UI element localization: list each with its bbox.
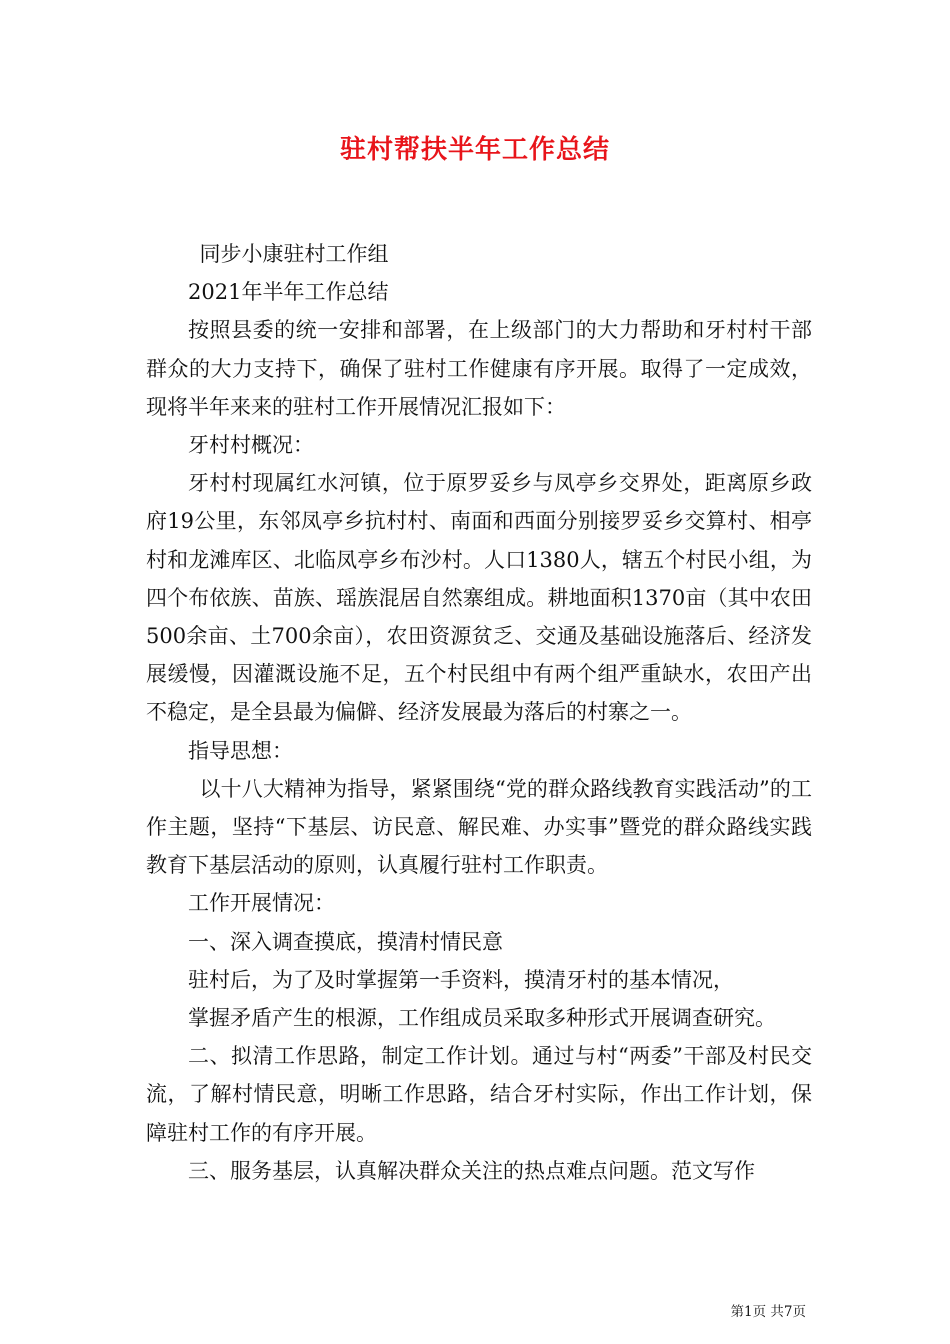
paragraph-section-three: 三、服务基层，认真解决群众关注的热点难点问题。范文写作 bbox=[188, 1158, 755, 1183]
paragraph-village-overview-heading: 牙村村概况： bbox=[188, 433, 314, 458]
paragraph-intro: 按照县委的统一安排和部署，在上级部门的大力帮助和牙村村干部群众的大力支持下，确保了驻村工作健康有序开展。取得了一定成效，现将半年来来的驻村工作开展情况汇报如下： bbox=[146, 318, 812, 419]
document-body bbox=[146, 235, 812, 1190]
paragraph-work-group: 同步小康驻村工作组 bbox=[199, 242, 389, 266]
paragraph-village-overview: 牙村村现属红水河镇，位于原罗妥乡与凤亭乡交界处，距离原乡政府19公里，东邻凤亭乡抗村村、南面和西面分别接罗妥乡交算村、相亭村和龙滩库区、北临凤亭乡布沙村。人口1380人，辖五个村民小组，为四个布依族、苗族、瑶族混居自然寨组成。耕地面积1370亩（其中农田500余亩、土700余亩），农田资源贫乏、交通及基础设施落后、经济发展缓慢，因灌溉设施不足，五个村民组中有两个组严重缺水，农田产出不稳定，是全县最为偏僻、经济发展最为落后的村寨之一。 bbox=[146, 471, 812, 725]
paragraph-section-one-heading: 一、深入调查摸底，摸清村情民意 bbox=[188, 929, 503, 954]
paragraph-guiding-thought: 以十八大精神为指导，紧紧围绕“党的群众路线教育实践活动”的工作主题，坚持“下基层、访民意、解民难、办实事”暨党的群众路线实践教育下基层活动的原则，认真履行驻村工作职责。 bbox=[146, 776, 812, 878]
paragraph-section-one-line-1: 驻村后，为了及时掌握第一手资料，摸清牙村的基本情况， bbox=[188, 967, 734, 992]
paragraph-work-progress-heading: 工作开展情况： bbox=[188, 891, 335, 916]
paragraph-section-one-line-2: 掌握矛盾产生的根源，工作组成员采取多种形式开展调查研究。 bbox=[188, 1006, 776, 1031]
paragraph-guiding-thought-heading: 指导思想： bbox=[188, 738, 293, 763]
paragraph-section-two: 二、拟清工作思路，制定工作计划。通过与村“两委”干部及村民交流，了解村情民意，明晰工作思路，结合牙村实际，作出工作计划，保障驻村工作的有序开展。 bbox=[146, 1044, 812, 1145]
paragraph-summary-heading: 2021年半年工作总结 bbox=[188, 280, 389, 305]
document-title: 驻村帮扶半年工作总结 bbox=[339, 135, 610, 165]
page-number-footer: 第1页 共7页 bbox=[730, 1304, 806, 1320]
